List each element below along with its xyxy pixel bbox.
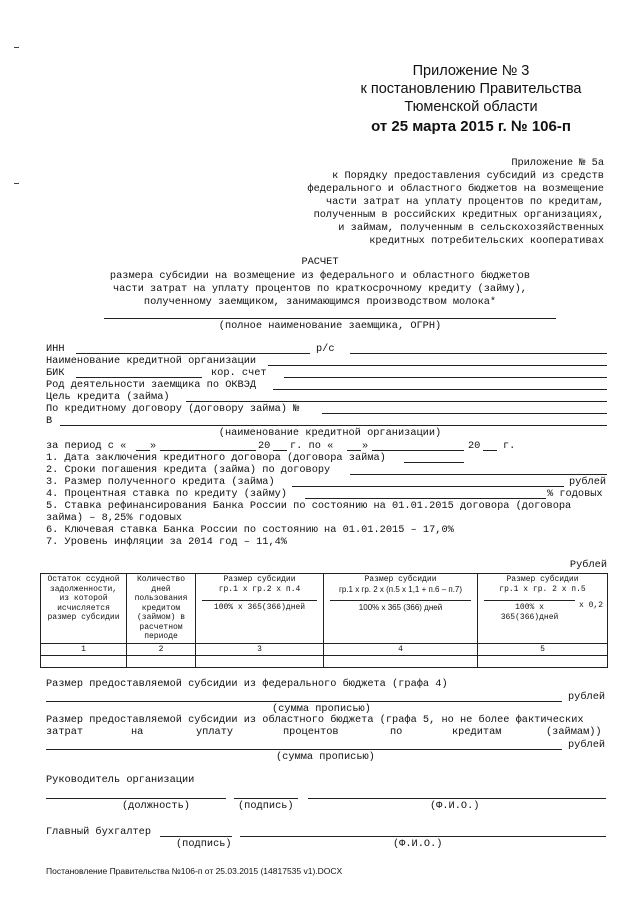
table-cell[interactable] — [478, 656, 608, 668]
year-prefix: 20 — [468, 440, 481, 452]
head-signature-field[interactable] — [234, 798, 298, 799]
federal-subsidy-field[interactable] — [46, 701, 562, 702]
position-caption: (должность) — [122, 800, 190, 812]
purpose-label: Цель кредита (займа) — [46, 391, 170, 403]
borrower-name-line[interactable] — [104, 318, 556, 319]
head-fio-field[interactable] — [308, 798, 606, 799]
item-3: 3. Размер полученного кредита (займа) — [46, 476, 275, 488]
formula-5-top: гр.1 х гр. 2 х п.5 — [499, 584, 586, 594]
col-number: 3 — [196, 643, 324, 656]
table-data-row[interactable] — [41, 656, 608, 668]
regional-words-caption: (сумма прописью) — [276, 751, 375, 763]
okved-label: Род деятельности заемщика по ОКВЭД — [46, 379, 257, 391]
period-to-label: г. по « — [290, 440, 334, 452]
regional-word: затрат — [46, 726, 84, 738]
federal-words-caption: (сумма прописью) — [272, 703, 371, 715]
org-caption: (наименование кредитной организации) — [218, 427, 442, 439]
header-subsidy-4-title: Размер субсидии — [364, 575, 437, 584]
regional-subsidy-label: Размер предоставляемой субсидии из областного бюджета (графа 5, но не более фактических — [46, 714, 584, 726]
inn-label: ИНН — [46, 343, 65, 355]
document-reference: Постановление Правительства №106-п от 25.03.2015 (14817535 v1).DOCX — [46, 866, 343, 876]
header-subsidy-3 — [196, 574, 324, 644]
title-line: части затрат на уплату процентов по краткосрочному кредиту (займу), — [112, 283, 527, 295]
rs-field[interactable] — [350, 353, 607, 354]
appendix-number: Приложение № 3 — [412, 63, 530, 79]
bik-label: БИК — [46, 367, 65, 379]
table-cell[interactable] — [41, 656, 127, 668]
col-number: 5 — [478, 643, 608, 656]
agreement-field[interactable] — [322, 413, 607, 414]
fio-caption: (Ф.И.О.) — [430, 800, 480, 812]
head-position-field[interactable] — [46, 798, 226, 799]
table-cell[interactable] — [324, 656, 478, 668]
item-5-cont: займа) – 8,25% годовых — [46, 512, 182, 524]
margin-mark — [14, 47, 19, 48]
formula-4-bottom: 100% х 365 (366) дней — [330, 600, 471, 613]
inn-field[interactable] — [76, 353, 310, 354]
head-label: Руководитель организации — [46, 774, 195, 786]
org-field[interactable] — [60, 425, 607, 426]
year-prefix: 20 — [258, 440, 271, 452]
quote-close: » — [150, 440, 157, 452]
period-to-year[interactable] — [483, 450, 497, 451]
col-number: 2 — [127, 643, 196, 656]
formula-3-bottom: 100% х 365(366)дней — [202, 600, 317, 613]
annex-line: Приложение № 5а — [511, 157, 604, 169]
appendix-to-resolution: к постановлению Правительства — [360, 81, 582, 97]
header-subsidy-4 — [324, 574, 478, 644]
formula-4-top: гр.1 х гр. 2 х (п.5 х 1,1 + п.6 – п.7) — [338, 584, 463, 594]
kor-field[interactable] — [284, 377, 607, 378]
formula-3-top: гр.1 х гр.2 х п.4 — [218, 584, 301, 594]
in-label: В — [46, 415, 53, 427]
regional-word: кредитам — [452, 726, 502, 738]
accountant-fio-caption: (Ф.И.О.) — [393, 838, 443, 850]
item-4: 4. Процентная ставка по кредиту (займу) — [46, 488, 287, 500]
item-6: 6. Ключевая ставка Банка России по состоянию на 01.01.2015 – 17,0% — [46, 524, 454, 536]
federal-unit: рублей — [568, 691, 606, 703]
doc-title: РАСЧЕТ — [301, 256, 339, 268]
purpose-field[interactable] — [186, 401, 607, 402]
annex-line: кредитных потребительских кооперативах — [369, 235, 604, 247]
item-3-field[interactable] — [292, 486, 564, 487]
kor-label: кор. счет — [211, 367, 267, 379]
bank-name-label: Наименование кредитной организации — [46, 355, 257, 367]
table-number-row — [41, 643, 608, 656]
rs-label: р/с — [316, 343, 335, 355]
annex-line: к Порядку предоставления субсидий из средств — [332, 170, 604, 182]
signature-caption: (подпись) — [238, 800, 294, 812]
table-header-row — [41, 574, 608, 644]
title-line: полученному заемщиком, занимающимся производством молока* — [143, 296, 497, 308]
table-unit: Рублей — [569, 559, 607, 571]
margin-mark — [14, 183, 19, 184]
item-1-field[interactable] — [404, 462, 464, 463]
item-2-field[interactable] — [350, 474, 607, 475]
item-4-field[interactable] — [305, 498, 546, 499]
accountant-signature-caption: (подпись) — [176, 838, 232, 850]
col-number: 1 — [41, 643, 127, 656]
bik-field[interactable] — [76, 377, 202, 378]
annex-line: и займам, полученным в сельскохозяйственных — [338, 222, 604, 234]
table-cell[interactable] — [196, 656, 324, 668]
borrower-caption: (полное наименование заемщика, ОГРН) — [218, 320, 442, 332]
quote-close: » — [362, 440, 369, 452]
appendix-region: Тюменской области — [404, 99, 538, 115]
bank-name-field[interactable] — [268, 365, 607, 366]
period-from-month[interactable] — [160, 450, 256, 451]
regional-subsidy-field[interactable] — [46, 749, 562, 750]
regional-word: уплату — [196, 726, 234, 738]
accountant-signature-field[interactable] — [160, 836, 232, 837]
regional-unit: рублей — [568, 739, 606, 751]
title-line: размера субсидии на возмещение из федерального и областного бюджетов — [109, 270, 531, 282]
year-suffix: г. — [503, 440, 516, 452]
period-to-month[interactable] — [372, 450, 464, 451]
annex-line: полученным в российских кредитных организациях, — [313, 209, 604, 221]
agreement-label: По кредитному договору (договору займа) № — [46, 403, 300, 415]
accountant-fio-field[interactable] — [240, 836, 606, 837]
item-4-unit: % годовых — [547, 488, 603, 500]
header-subsidy-5 — [478, 574, 608, 644]
annex-line: части затрат на уплату процентов по кредитам, — [325, 196, 604, 208]
header-subsidy-3-title: Размер субсидии — [223, 575, 296, 584]
item-5: 5. Ставка рефинансирования Банка России по состоянию на 01.01.2015 договора (договора — [46, 500, 572, 512]
subsidy-table — [40, 573, 608, 668]
federal-subsidy-label: Размер предоставляемой субсидии из федерального бюджета (графа 4) — [46, 678, 448, 690]
header-days: Количество дней пользования кредитом (займом) в расчетном периоде — [127, 574, 196, 644]
accountant-label: Главный бухгалтер — [46, 826, 152, 838]
period-to-day[interactable] — [347, 450, 361, 451]
regional-word: по — [390, 726, 403, 738]
okved-field[interactable] — [273, 389, 607, 390]
item-1: 1. Дата заключения кредитного договора (договора займа) — [46, 452, 386, 464]
item-3-unit: рублей — [569, 476, 607, 488]
table-cell[interactable] — [127, 656, 196, 668]
period-from-day[interactable] — [136, 450, 150, 451]
header-subsidy-5-title: Размер субсидии — [506, 575, 579, 584]
item-7: 7. Уровень инфляции за 2014 год – 11,4% — [46, 536, 287, 548]
col-number: 4 — [324, 643, 478, 656]
formula-5-factor: х 0,2 — [578, 601, 603, 610]
header-debt-balance: Остаток ссудной задолженности, из которой исчисляется размер субсидии — [41, 574, 127, 644]
annex-line: федерального и областного бюджетов на возмещение — [307, 183, 604, 195]
period-from-label: за период с « — [46, 440, 127, 452]
item-2: 2. Сроки погашения кредита (займа) по договору — [46, 464, 331, 476]
regional-word: на — [131, 726, 144, 738]
regional-word: (займам)) — [546, 726, 602, 738]
period-from-year[interactable] — [273, 450, 287, 451]
appendix-date: от 25 марта 2015 г. № 106-п — [371, 118, 571, 135]
formula-5-bottom: 100% х 365(366)дней — [484, 600, 575, 622]
regional-word: процентов — [283, 726, 339, 738]
